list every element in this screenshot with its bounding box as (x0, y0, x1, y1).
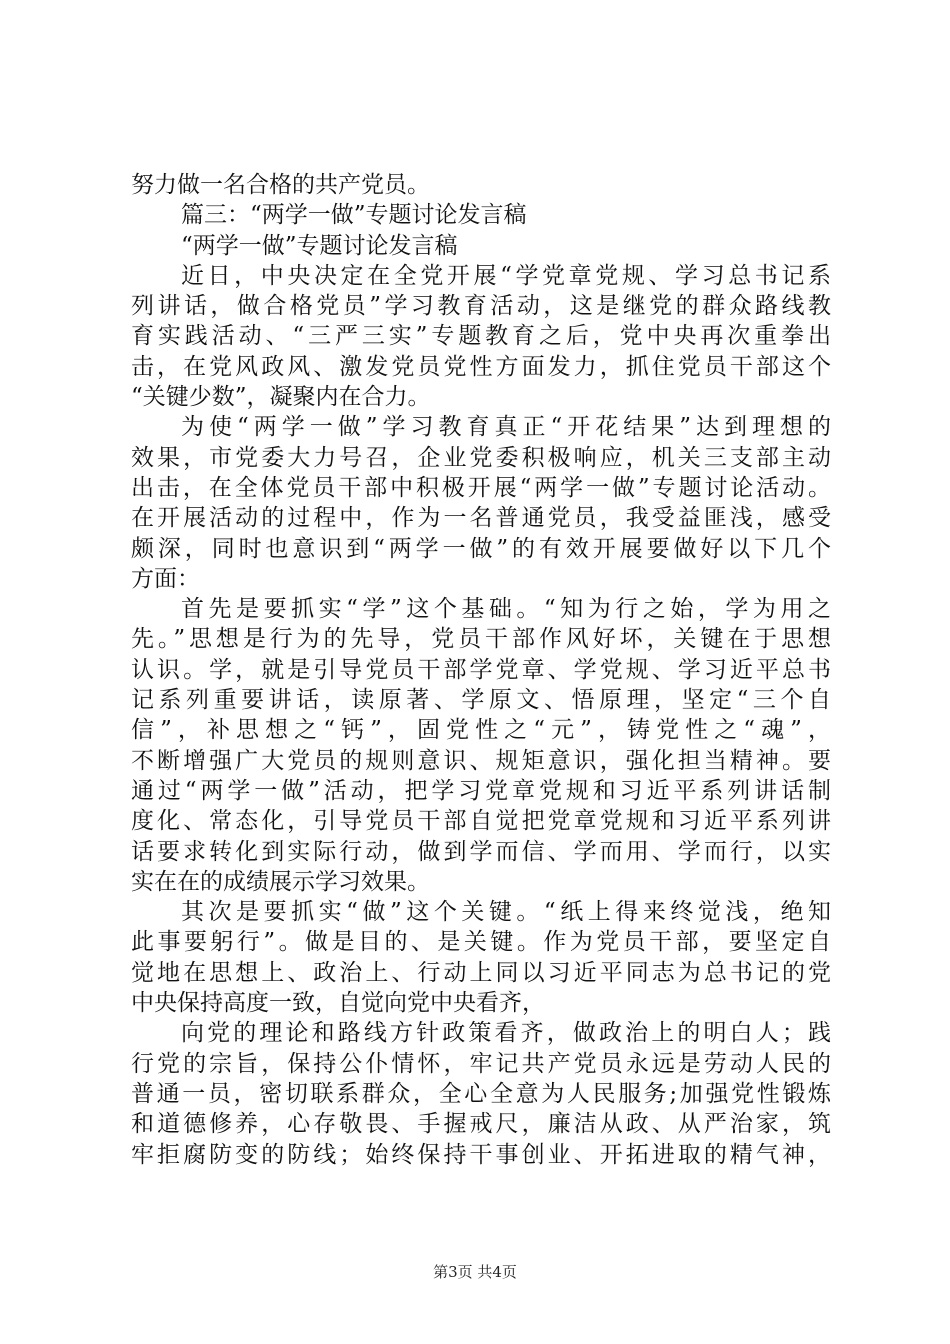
text-line: 牢拒腐防变的防线；始终保持干事创业、开拓进取的精气神， (131, 1141, 831, 1168)
text-line: 实在在的成绩展示学习效果。 (131, 868, 430, 895)
text-line: 篇三：“两学一做”专题讨论发言稿 (181, 202, 527, 229)
text-line: 颇深，同时也意识到“两学一做”的有效开展要做好以下几个 (131, 535, 831, 562)
text-line: 话要求转化到实际行动，做到学而信、学而用、学而行，以实 (131, 838, 831, 865)
text-line: 觉地在思想上、政治上、行动上同以习近平同志为总书记的党 (131, 959, 831, 986)
text-line: “两学一做”专题讨论发言稿 (181, 232, 458, 259)
text-line: 效果，市党委大力号召，企业党委积极响应，机关三支部主动 (131, 444, 831, 471)
text-line: 度化、常态化，引导党员干部自觉把党章党规和习近平系列讲 (131, 808, 831, 835)
text-line: 近日，中央决定在全党开展“学党章党规、学习总书记系 (181, 262, 831, 289)
text-line: 向党的理论和路线方针政策看齐，做政治上的明白人；践 (181, 1020, 831, 1047)
text-line: 出击，在全体党员干部中积极开展“两学一做”专题讨论活动。 (131, 474, 831, 501)
text-line: 击，在党风政风、激发党员党性方面发力，抓住党员干部这个 (131, 353, 831, 380)
text-line: 中央保持高度一致，自觉向党中央看齐， (131, 990, 545, 1017)
text-line: 努力做一名合格的共产党员。 (131, 172, 430, 198)
text-line: 方面： (131, 565, 200, 592)
text-line: 认识。学，就是引导党员干部学党章、学党规、学习近平总书 (131, 656, 831, 683)
page-footer: 第3页 共4页 (433, 1263, 517, 1281)
text-line: 不断增强广大党员的规则意识、规矩意识，强化担当精神。要 (131, 747, 831, 774)
text-line: 其次是要抓实“做”这个关键。“纸上得来终觉浅，绝知 (181, 899, 831, 926)
text-line: 记系列重要讲话，读原著、学原文、悟原理，坚定“三个自 (131, 687, 831, 714)
text-line: “关键少数”，凝聚内在合力。 (131, 384, 431, 411)
text-line: 此事要躬行”。做是目的、是关键。作为党员干部，要坚定自 (131, 929, 831, 956)
text-line: 行党的宗旨，保持公仆情怀，牢记共产党员永远是劳动人民的 (131, 1050, 831, 1077)
text-line: 信”，补思想之“钙”，固党性之“元”，铸党性之“魂”， (131, 717, 831, 744)
text-line: 普通一员，密切联系群众，全心全意为人民服务;加强党性锻炼 (131, 1080, 831, 1107)
text-line: 在开展活动的过程中，作为一名普通党员，我受益匪浅，感受 (131, 505, 831, 532)
text-line: 先。”思想是行为的先导，党员干部作风好坏，关键在于思想 (131, 626, 831, 653)
text-line: 首先是要抓实“学”这个基础。“知为行之始，学为用之 (181, 596, 831, 623)
text-line: 和道德修养，心存敬畏、手握戒尺，廉洁从政、从严治家，筑 (131, 1111, 831, 1138)
text-line: 育实践活动、“三严三实”专题教育之后，党中央再次重拳出 (131, 323, 831, 350)
text-line: 通过“两学一做”活动，把学习党章党规和习近平系列讲话制 (131, 777, 831, 804)
text-line: 列讲话，做合格党员”学习教育活动，这是继党的群众路线教 (131, 293, 831, 320)
document-body (131, 170, 831, 1170)
text-line: 为使“两学一做”学习教育真正“开花结果”达到理想的 (181, 414, 831, 441)
